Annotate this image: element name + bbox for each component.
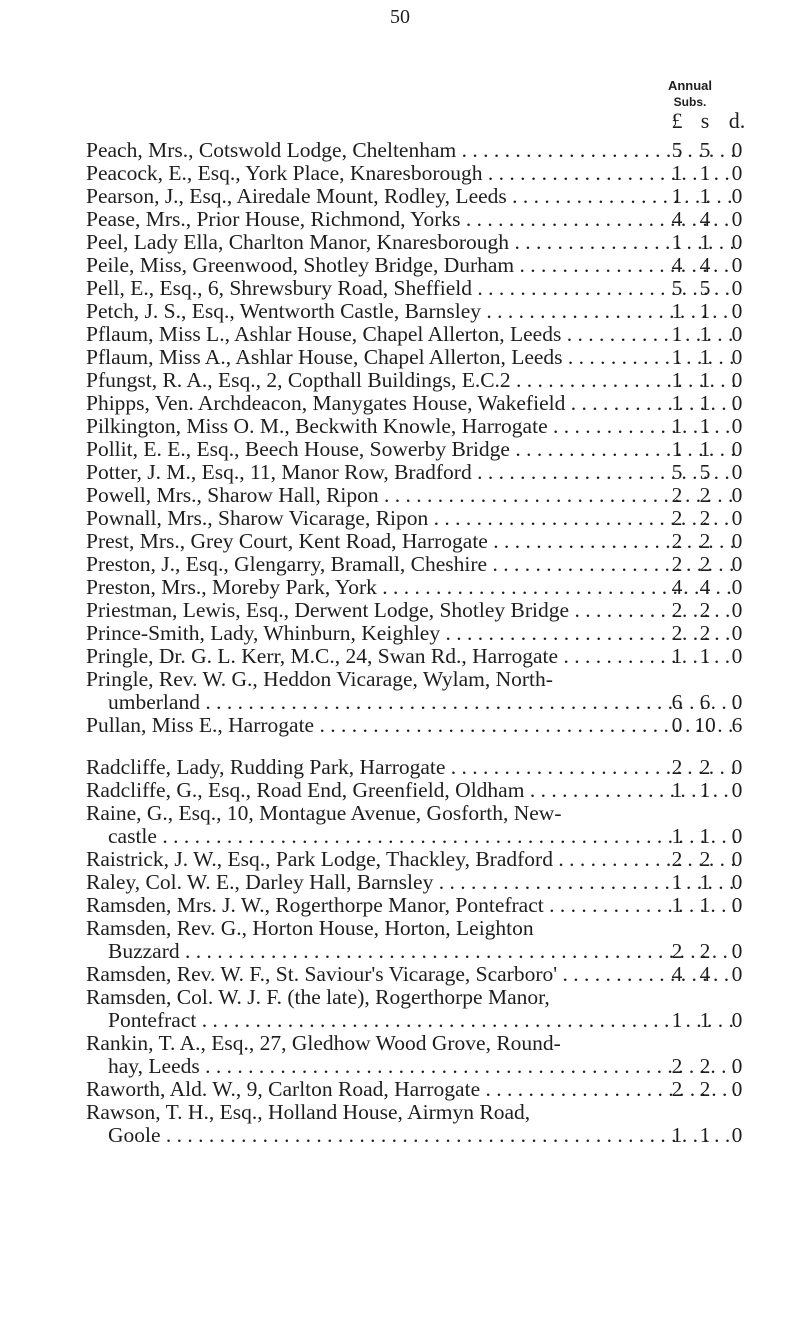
subscriber-name-line: Radcliffe, G., Esq., Road End, Greenfield, Oldham . . . [86, 779, 736, 802]
amount-shillings: 1 [699, 437, 711, 461]
amount-pounds: 1 [671, 299, 683, 323]
amount-shillings: 1 [699, 893, 711, 917]
subscriber-entry [0, 894, 800, 917]
amount-pence: 0 [731, 755, 743, 779]
subscriber-name [86, 894, 736, 917]
subscriber-name-line: Preston, Mrs., Moreby Park, York . . . [86, 576, 736, 599]
amount-pounds: 2 [671, 1077, 683, 1101]
amount-shillings: 2 [699, 939, 711, 963]
subscriber-name-line: Pease, Mrs., Prior House, Richmond, Yorks . . . [86, 208, 736, 231]
amount-pounds: 1 [671, 1123, 683, 1147]
amount-pence: 0 [731, 1123, 743, 1147]
subscriber-name-line: Pilkington, Miss O. M., Beckwith Knowle, Harrogate . . . [86, 415, 736, 438]
subscriber-name-continuation: umberland . . . [86, 691, 736, 714]
amount-pence: 0 [731, 1054, 743, 1078]
amount-pounds: 1 [671, 184, 683, 208]
subscriber-entry [0, 1032, 800, 1078]
amount-shillings: 4 [699, 575, 711, 599]
column-header-shillings: s [700, 108, 710, 133]
subscriber-name-line: Ramsden, Rev. W. F., St. Saviour's Vicarage, Scarboro' . . . [86, 963, 736, 986]
amount-shillings: 5 [699, 138, 711, 162]
subscriber-name [86, 438, 736, 461]
subscriber-name [86, 415, 736, 438]
amount-pounds: 1 [671, 161, 683, 185]
subscriber-entry [0, 599, 800, 622]
amount-shillings: 6 [699, 690, 711, 714]
amount-pounds: 2 [671, 598, 683, 622]
amount-pounds: 1 [671, 778, 683, 802]
subscriber-name-line: Pell, E., Esq., 6, Shrewsbury Road, Sheffield . . . [86, 277, 736, 300]
amount-pence: 0 [731, 552, 743, 576]
subscriber-name-line: Peile, Miss, Greenwood, Shotley Bridge, Durham . . . [86, 254, 736, 277]
subscriber-entry [0, 963, 800, 986]
subscriber-name [86, 871, 736, 894]
subscriber-name-line: Peacock, E., Esq., York Place, Knaresborough . . . [86, 162, 736, 185]
subscriber-name [86, 917, 736, 963]
amount-pounds: 2 [671, 506, 683, 530]
amount-pence: 0 [731, 824, 743, 848]
amount-pounds: 5 [671, 276, 683, 300]
amount-pounds: 0 [671, 713, 683, 737]
amount-pounds: 1 [671, 893, 683, 917]
subscriber-entry [0, 484, 800, 507]
subscriber-name-line: Radcliffe, Lady, Rudding Park, Harrogate . . . [86, 756, 736, 779]
subscriber-name-line: Priestman, Lewis, Esq., Derwent Lodge, Shotley Bridge . . . [86, 599, 736, 622]
subscriber-entry [0, 576, 800, 599]
subscriber-entry [0, 1078, 800, 1101]
amount-pounds: 1 [671, 414, 683, 438]
subscriber-name-line: Pownall, Mrs., Sharow Vicarage, Ripon . . . [86, 507, 736, 530]
subscriber-list-p [0, 139, 800, 737]
subscriber-name [86, 714, 736, 737]
subscriber-entry [0, 622, 800, 645]
subscriber-entry [0, 714, 800, 737]
amount-shillings: 1 [699, 230, 711, 254]
subscriber-entry [0, 848, 800, 871]
subscriber-entry [0, 300, 800, 323]
subscriber-name [86, 645, 736, 668]
subscriber-name-line: Pringle, Dr. G. L. Kerr, M.C., 24, Swan Rd., Harrogate . . . [86, 645, 736, 668]
amount-shillings: 2 [699, 1077, 711, 1101]
subscriber-entry [0, 756, 800, 779]
amount-pence: 0 [731, 322, 743, 346]
subscriber-entry [0, 392, 800, 415]
subscriber-entry [0, 185, 800, 208]
amount-pounds: 4 [671, 575, 683, 599]
amount-pence: 0 [731, 893, 743, 917]
amount-pounds: 2 [671, 755, 683, 779]
subscriber-entry [0, 668, 800, 714]
amount-shillings: 2 [699, 506, 711, 530]
subscriber-name [86, 369, 736, 392]
subscriber-name-line: Prest, Mrs., Grey Court, Kent Road, Harrogate . . . [86, 530, 736, 553]
subscriber-name [86, 779, 736, 802]
column-header-subs: Subs. [673, 95, 707, 109]
amount-shillings: 1 [699, 161, 711, 185]
subscriber-name-continuation: hay, Leeds . . . [86, 1055, 736, 1078]
amount-shillings: 1 [699, 1008, 711, 1032]
amount-shillings: 1 [699, 345, 711, 369]
amount-pence: 0 [731, 184, 743, 208]
subscriber-name [86, 1078, 736, 1101]
subscriber-name-line: Prince-Smith, Lady, Whinburn, Keighley . . . [86, 622, 736, 645]
amount-pence: 0 [731, 690, 743, 714]
subscriber-name-line: Pflaum, Miss L., Ashlar House, Chapel Allerton, Leeds . . . [86, 323, 736, 346]
amount-pence: 0 [731, 529, 743, 553]
amount-shillings: 1 [699, 870, 711, 894]
amount-pounds: 5 [671, 138, 683, 162]
amount-pounds: 5 [671, 460, 683, 484]
amount-pence: 0 [731, 161, 743, 185]
amount-shillings: 1 [699, 824, 711, 848]
subscriber-name-line: Pfungst, R. A., Esq., 2, Copthall Buildings, E.C.2 . . . [86, 369, 736, 392]
subscriber-name-line: Pearson, J., Esq., Airedale Mount, Rodley, Leeds . . . [86, 185, 736, 208]
subscriber-name-line: Rawson, T. H., Esq., Holland House, Airmyn Road, [86, 1101, 531, 1124]
subscriber-name [86, 622, 736, 645]
subscriber-name-line: Pollit, E. E., Esq., Beech House, Sowerby Bridge . . . [86, 438, 736, 461]
amount-shillings: 1 [699, 184, 711, 208]
amount-pounds: 4 [671, 962, 683, 986]
subscriber-name [86, 300, 736, 323]
subscriber-name-line: Potter, J. M., Esq., 11, Manor Row, Bradford . . . [86, 461, 736, 484]
amount-pounds: 2 [671, 552, 683, 576]
subscriber-entry [0, 208, 800, 231]
amount-pounds: 1 [671, 1008, 683, 1032]
amount-pence: 0 [731, 621, 743, 645]
amount-pounds: 4 [671, 253, 683, 277]
amount-pounds: 2 [671, 621, 683, 645]
amount-shillings: 1 [699, 414, 711, 438]
amount-shillings: 5 [699, 460, 711, 484]
subscriber-name-line: Preston, J., Esq., Glengarry, Bramall, Cheshire . . . [86, 553, 736, 576]
subscriber-entry [0, 415, 800, 438]
column-header-pence: d. [728, 108, 746, 133]
amount-pence: 0 [731, 483, 743, 507]
amount-pounds: 2 [671, 847, 683, 871]
subscriber-name-line: Peach, Mrs., Cotswold Lodge, Cheltenham . . . [86, 139, 736, 162]
subscriber-name [86, 756, 736, 779]
subscriber-entry [0, 461, 800, 484]
amount-pounds: 1 [671, 870, 683, 894]
amount-shillings: 2 [699, 483, 711, 507]
amount-pence: 0 [731, 1008, 743, 1032]
amount-pounds: 2 [671, 529, 683, 553]
subscriber-name [86, 1101, 736, 1147]
subscriber-entry [0, 162, 800, 185]
subscriber-name-line: Rankin, T. A., Esq., 27, Gledhow Wood Grove, Round- [86, 1032, 561, 1055]
amount-shillings: 2 [699, 1054, 711, 1078]
amount-shillings: 1 [699, 322, 711, 346]
amount-shillings: 4 [699, 207, 711, 231]
amount-pence: 0 [731, 414, 743, 438]
subscriber-name-continuation: Buzzard . . . [86, 940, 736, 963]
subscriber-name [86, 231, 736, 254]
amount-pounds: 2 [671, 483, 683, 507]
amount-pence: 0 [731, 207, 743, 231]
amount-pence: 0 [731, 939, 743, 963]
amount-pence: 0 [731, 506, 743, 530]
subscriber-name-line: Ramsden, Col. W. J. F. (the late), Rogerthorpe Manor, [86, 986, 550, 1009]
amount-shillings: 1 [699, 778, 711, 802]
amount-pence: 0 [731, 345, 743, 369]
subscriber-name [86, 162, 736, 185]
amount-shillings: 1 [699, 644, 711, 668]
subscriber-name [86, 392, 736, 415]
subscriber-entry [0, 802, 800, 848]
amount-pounds: 1 [671, 437, 683, 461]
amount-pence: 0 [731, 299, 743, 323]
subscriber-name [86, 802, 736, 848]
subscriber-entry [0, 986, 800, 1032]
subscriber-name-continuation: Goole . . . [86, 1124, 736, 1147]
amount-shillings: 2 [699, 847, 711, 871]
subscriber-name-line: Raine, G., Esq., 10, Montague Avenue, Gosforth, New- [86, 802, 562, 825]
subscriber-name [86, 1032, 736, 1078]
column-header-pounds: £ [671, 108, 683, 133]
subscriber-name [86, 507, 736, 530]
amount-pence: 0 [731, 230, 743, 254]
amount-pence: 0 [731, 962, 743, 986]
amount-pence: 0 [731, 437, 743, 461]
subscriber-name [86, 484, 736, 507]
amount-pence: 0 [731, 598, 743, 622]
subscriber-name [86, 208, 736, 231]
amount-pence: 0 [731, 460, 743, 484]
amount-pounds: 2 [671, 939, 683, 963]
subscriber-name-line: Petch, J. S., Esq., Wentworth Castle, Barnsley . . . [86, 300, 736, 323]
page-number: 50 [390, 6, 410, 28]
amount-pounds: 4 [671, 207, 683, 231]
amount-pounds: 1 [671, 824, 683, 848]
amount-shillings: 2 [699, 755, 711, 779]
amount-shillings: 5 [699, 276, 711, 300]
amount-shillings: 4 [699, 962, 711, 986]
amount-shillings: 1 [699, 1123, 711, 1147]
subscriber-name-line: Ramsden, Rev. G., Horton House, Horton, Leighton [86, 917, 534, 940]
amount-pence: 0 [731, 847, 743, 871]
subscriber-name-continuation: castle . . . [86, 825, 736, 848]
subscriber-name [86, 530, 736, 553]
amount-pence: 0 [731, 1077, 743, 1101]
subscriber-name [86, 576, 736, 599]
subscriber-name [86, 323, 736, 346]
amount-pounds: 1 [671, 345, 683, 369]
amount-pounds: 1 [671, 644, 683, 668]
amount-pence: 0 [731, 870, 743, 894]
amount-pence: 0 [731, 391, 743, 415]
amount-shillings: 2 [699, 598, 711, 622]
subscriber-entry [0, 530, 800, 553]
amount-pounds: 6 [671, 690, 683, 714]
subscriber-entry [0, 507, 800, 530]
subscriber-name [86, 599, 736, 622]
subscriber-entry [0, 369, 800, 392]
subscriber-entry [0, 871, 800, 894]
subscriber-name [86, 139, 736, 162]
subscriber-name-line: Pullan, Miss E., Harrogate . . . [86, 714, 736, 737]
subscriber-name-line: Powell, Mrs., Sharow Hall, Ripon . . . [86, 484, 736, 507]
subscriber-name-line: Ramsden, Mrs. J. W., Rogerthorpe Manor, Pontefract . . . [86, 894, 736, 917]
subscriber-name [86, 461, 736, 484]
subscriber-name-continuation: Pontefract . . . [86, 1009, 736, 1032]
amount-pounds: 1 [671, 368, 683, 392]
subscriber-entry [0, 323, 800, 346]
amount-pence: 0 [731, 575, 743, 599]
amount-pounds: 1 [671, 391, 683, 415]
amount-shillings: 10 [694, 713, 716, 737]
subscriber-name [86, 277, 736, 300]
column-header-annual: Annual [667, 78, 713, 93]
subscriber-name [86, 185, 736, 208]
amount-pence: 0 [731, 276, 743, 300]
subscriber-entry [0, 231, 800, 254]
amount-pence: 0 [731, 138, 743, 162]
amount-pence: 0 [731, 368, 743, 392]
subscriber-name [86, 848, 736, 871]
amount-pounds: 2 [671, 1054, 683, 1078]
subscriber-name-line: Peel, Lady Ella, Charlton Manor, Knaresborough . . . [86, 231, 736, 254]
subscriber-entry [0, 438, 800, 461]
amount-shillings: 4 [699, 253, 711, 277]
subscriber-name [86, 668, 736, 714]
subscriber-list-r [0, 756, 800, 1147]
subscriber-name-line: Pflaum, Miss A., Ashlar House, Chapel Allerton, Leeds . . . [86, 346, 736, 369]
amount-shillings: 1 [699, 299, 711, 323]
amount-shillings: 1 [699, 368, 711, 392]
subscriber-name [86, 963, 736, 986]
subscriber-entry [0, 779, 800, 802]
subscriber-name-line: Raworth, Ald. W., 9, Carlton Road, Harrogate . . . [86, 1078, 736, 1101]
subscriber-entry [0, 917, 800, 963]
subscriber-entry [0, 553, 800, 576]
amount-shillings: 2 [699, 529, 711, 553]
subscriber-name [86, 254, 736, 277]
subscriber-entry [0, 645, 800, 668]
subscriber-entry [0, 346, 800, 369]
subscriber-entry [0, 277, 800, 300]
amount-pounds: 1 [671, 230, 683, 254]
subscriber-name-line: Phipps, Ven. Archdeacon, Manygates House, Wakefield . . . [86, 392, 736, 415]
subscriber-name [86, 986, 736, 1032]
amount-pence: 0 [731, 253, 743, 277]
subscriber-entry [0, 254, 800, 277]
subscriber-entry [0, 139, 800, 162]
amount-pence: 0 [731, 644, 743, 668]
subscriber-name-line: Raley, Col. W. E., Darley Hall, Barnsley . . . [86, 871, 736, 894]
subscriber-name [86, 346, 736, 369]
amount-pence: 6 [731, 713, 743, 737]
amount-shillings: 2 [699, 552, 711, 576]
amount-shillings: 1 [699, 391, 711, 415]
subscriber-name [86, 553, 736, 576]
amount-pounds: 1 [671, 322, 683, 346]
amount-shillings: 2 [699, 621, 711, 645]
amount-pence: 0 [731, 778, 743, 802]
subscriber-entry [0, 1101, 800, 1147]
subscriber-name-line: Raistrick, J. W., Esq., Park Lodge, Thackley, Bradford . . . [86, 848, 736, 871]
subscriber-name-line: Pringle, Rev. W. G., Heddon Vicarage, Wylam, North- [86, 668, 553, 691]
